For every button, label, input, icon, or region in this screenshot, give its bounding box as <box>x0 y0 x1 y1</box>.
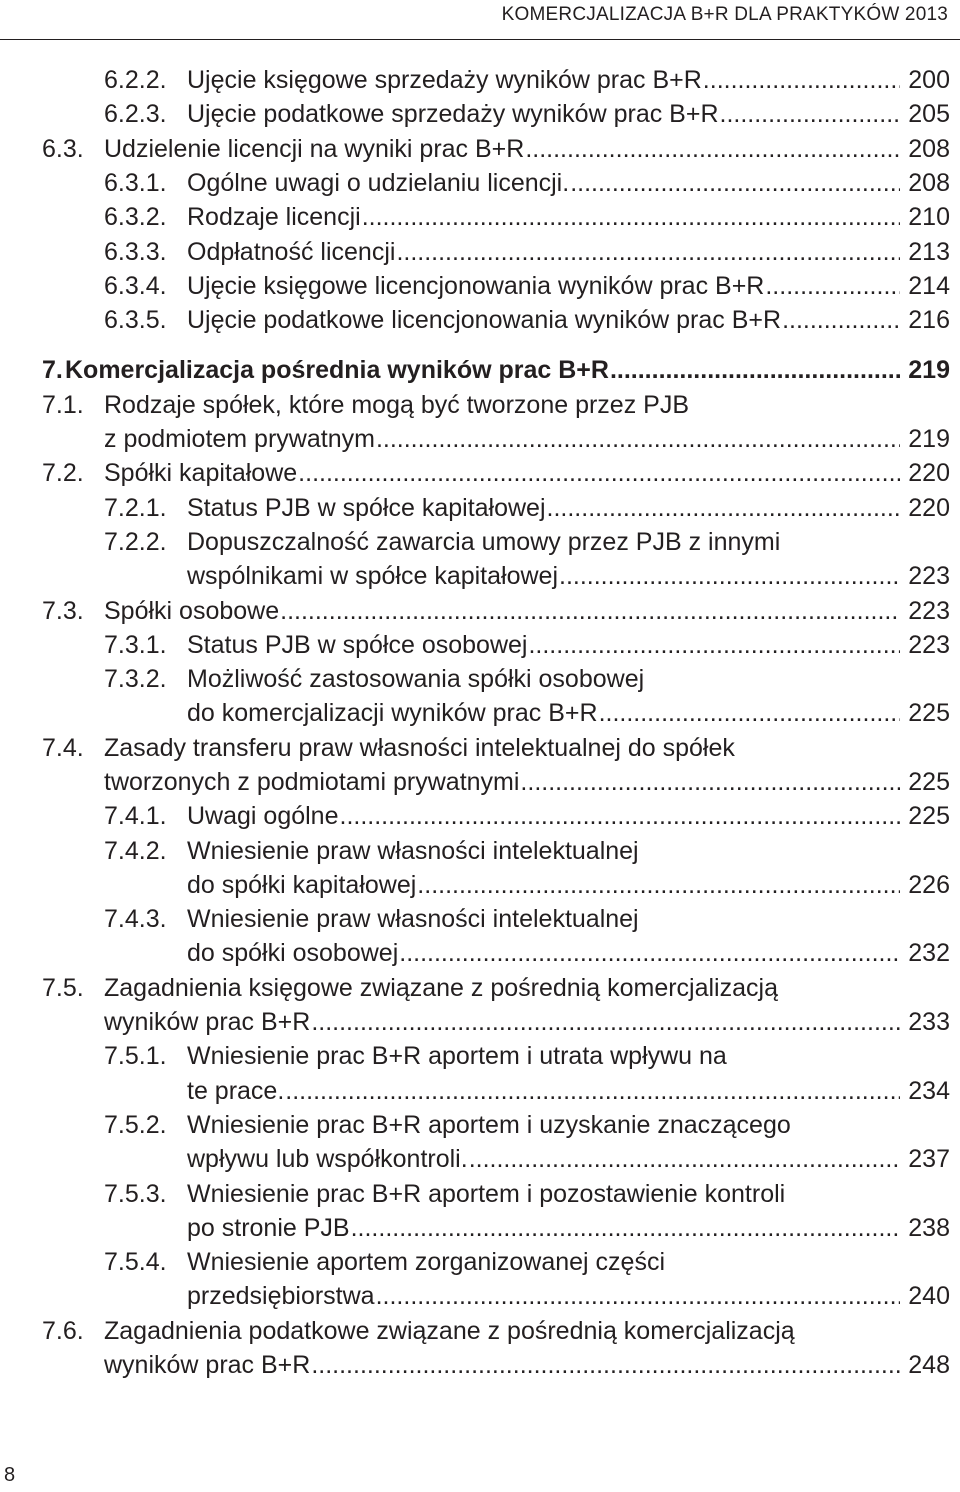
toc-entry-page: 225 <box>908 699 950 727</box>
toc-entry-page: 210 <box>908 203 950 231</box>
toc-entry-title: Ujęcie księgowe licencjonowania wyników prac B+R <box>187 272 765 300</box>
toc-entry-title: Wniesienie aportem zorganizowanej części <box>187 1248 666 1276</box>
toc-entry-title: z podmiotem prywatnym <box>104 425 375 453</box>
toc-entry-page: 226 <box>908 871 950 899</box>
toc-entry-line <box>104 662 950 696</box>
toc-entry-title: Udzielenie licencji na wyniki prac B+R <box>104 135 525 163</box>
toc-leader-dots <box>525 132 900 166</box>
toc-entry-line <box>104 1108 950 1142</box>
toc-entry-title: Możliwość zastosowania spółki osobowej <box>187 665 645 693</box>
toc-entry-page: 248 <box>908 1351 950 1379</box>
toc-entry-title: Ujęcie podatkowe licencjonowania wyników prac B+R <box>187 306 782 334</box>
toc-entry-number: 7.2. <box>42 459 84 487</box>
toc-leader-dots <box>765 269 900 303</box>
toc-entry-page: 216 <box>908 306 950 334</box>
toc-entry-line <box>42 388 950 422</box>
toc-entry-title: Komercjalizacja pośrednia wyników prac B+R <box>65 356 609 384</box>
toc-entry-title: Zagadnienia księgowe związane z pośrednią komercjalizacją <box>104 974 778 1002</box>
toc-entry-title: Zasady transferu praw własności intelektualnej do spółek <box>104 734 735 762</box>
toc-entry-line <box>42 1314 950 1348</box>
toc-entry-title: do spółki kapitałowej <box>187 871 417 899</box>
toc-entry-title: przedsiębiorstwa <box>187 1282 375 1310</box>
toc-entry-line <box>104 1039 950 1073</box>
toc-entry-number: 7.4.1. <box>104 802 167 830</box>
toc-entry-line <box>104 799 950 833</box>
toc-leader-dots <box>599 696 900 730</box>
toc-entry-line <box>187 696 950 730</box>
toc-leader-dots <box>559 559 900 593</box>
toc-entry-title: wpływu lub współkontroli. <box>187 1145 468 1173</box>
toc-entry-title: Rodzaje spółek, które mogą być tworzone przez PJB <box>104 391 689 419</box>
toc-entry-number: 6.3.4. <box>104 272 167 300</box>
toc-entry-page: 208 <box>908 169 950 197</box>
toc-entry-line <box>104 1177 950 1211</box>
toc-entry-line <box>187 868 950 902</box>
toc-entry-number: 7.2.1. <box>104 494 167 522</box>
toc-entry-title: Wniesienie prac B+R aportem i uzyskanie znaczącego <box>187 1111 791 1139</box>
toc-leader-dots <box>610 353 900 387</box>
toc-entry-line <box>42 594 950 628</box>
toc-entry-number: 7.3. <box>42 597 84 625</box>
toc-leader-dots <box>311 1005 900 1039</box>
toc-entry-title: Ujęcie księgowe sprzedaży wyników prac B+R <box>187 66 702 94</box>
toc-entry-page: 200 <box>908 66 950 94</box>
toc-entry-title: po stronie PJB <box>187 1214 350 1242</box>
toc-entry-line <box>187 559 950 593</box>
toc-entry-line <box>104 422 950 456</box>
toc-entry-line <box>104 269 950 303</box>
toc-entry-title: Uwagi ogólne <box>187 802 339 830</box>
toc-leader-dots <box>417 868 900 902</box>
toc-entry-page: 213 <box>908 238 950 266</box>
toc-leader-dots <box>311 1348 900 1382</box>
toc-leader-dots <box>547 491 900 525</box>
toc-entry-title: do spółki osobowej <box>187 939 399 967</box>
toc-entry-line <box>42 456 950 490</box>
toc-leader-dots <box>528 628 900 662</box>
toc-entry-line <box>42 353 950 387</box>
toc-entry-title: te prace. <box>187 1077 285 1105</box>
toc-entry-line <box>104 491 950 525</box>
toc-entry-title: wyników prac B+R <box>104 1008 311 1036</box>
toc-entry-number: 7.4. <box>42 734 84 762</box>
toc-entry-page: 220 <box>908 494 950 522</box>
toc-entry-number: 7.5.4. <box>104 1248 167 1276</box>
toc-entry-line <box>104 235 950 269</box>
toc-entry-number: 7.3.2. <box>104 665 167 693</box>
toc-entry-line <box>42 971 950 1005</box>
toc-entry-page: 223 <box>908 597 950 625</box>
toc-entry-line <box>187 1279 950 1313</box>
toc-entry-number: 6.2.2. <box>104 66 167 94</box>
toc-leader-dots <box>399 936 900 970</box>
toc-entry-number: 7.5.2. <box>104 1111 167 1139</box>
running-header: KOMERCJALIZACJA B+R DLA PRAKTYKÓW 2013 <box>501 4 948 25</box>
toc-entry-number: 7.4.3. <box>104 905 167 933</box>
toc-leader-dots <box>469 1142 900 1176</box>
toc-leader-dots <box>298 456 900 490</box>
toc-entry-line <box>104 834 950 868</box>
toc-entry-number: 6.3.1. <box>104 169 167 197</box>
toc-entry-number: 6.2.3. <box>104 100 167 128</box>
toc-entry-number: 7.6. <box>42 1317 84 1345</box>
toc-leader-dots <box>351 1211 900 1245</box>
toc-leader-dots <box>376 1279 900 1313</box>
toc-entry-page: 223 <box>908 562 950 590</box>
toc-leader-dots <box>782 303 900 337</box>
toc-entry-title: Odpłatność licencji <box>187 238 396 266</box>
toc-entry-title: wspólnikami w spółce kapitałowej <box>187 562 558 590</box>
toc-entry-number: 7.1. <box>42 391 84 419</box>
toc-entry-number: 6.3. <box>42 135 84 163</box>
toc-entry-line <box>104 1245 950 1279</box>
toc-entry-number: 7.2.2. <box>104 528 167 556</box>
toc-entry-title: Zagadnienia podatkowe związane z pośrednią komercjalizacją <box>104 1317 795 1345</box>
toc-entry-line <box>104 303 950 337</box>
toc-leader-dots <box>285 1074 900 1108</box>
toc-entry-number: 7.3.1. <box>104 631 167 659</box>
toc-entry-page: 240 <box>908 1282 950 1310</box>
toc-entry-line <box>104 200 950 234</box>
toc-entry-line <box>187 1142 950 1176</box>
toc-entry-line <box>104 1005 950 1039</box>
toc-entry-title: Wniesienie praw własności intelektualnej <box>187 905 639 933</box>
toc-entry-title: Dopuszczalność zawarcia umowy przez PJB z innymi <box>187 528 781 556</box>
toc-entry-page: 205 <box>908 100 950 128</box>
page-number: 8 <box>4 1464 16 1486</box>
toc-leader-dots <box>376 422 900 456</box>
toc-leader-dots <box>340 799 901 833</box>
toc-entry-line <box>187 1074 950 1108</box>
toc-entry-number: 6.3.5. <box>104 306 167 334</box>
toc-entry-number: 7.4.2. <box>104 837 167 865</box>
toc-entry-page: 219 <box>908 425 950 453</box>
toc-entry-page: 233 <box>908 1008 950 1036</box>
toc-entry-line <box>104 63 950 97</box>
toc-entry-title: Spółki osobowe <box>104 597 280 625</box>
toc-entry-line <box>104 628 950 662</box>
toc-entry-page: 234 <box>908 1077 950 1105</box>
toc-entry-number: 7.5.3. <box>104 1180 167 1208</box>
toc-leader-dots <box>570 166 900 200</box>
toc-entry-number: 7.5.1. <box>104 1042 167 1070</box>
toc-entry-number: 7.5. <box>42 974 84 1002</box>
header-rule <box>0 39 960 40</box>
toc-entry-page: 238 <box>908 1214 950 1242</box>
toc-entry-number: 7. <box>42 356 63 384</box>
toc-entry-page: 225 <box>908 802 950 830</box>
toc-entry-page: 219 <box>908 356 950 384</box>
toc-entry-line <box>104 97 950 131</box>
toc-entry-line <box>104 765 950 799</box>
toc-entry-title: do komercjalizacji wyników prac B+R <box>187 699 598 727</box>
toc-entry-number: 6.3.3. <box>104 238 167 266</box>
toc-entry-page: 237 <box>908 1145 950 1173</box>
toc-entry-title: Wniesienie prac B+R aportem i utrata wpływu na <box>187 1042 727 1070</box>
toc-entry-title: Status PJB w spółce kapitałowej <box>187 494 546 522</box>
toc-entry-line <box>187 936 950 970</box>
toc-entry-title: Wniesienie prac B+R aportem i pozostawienie kontroli <box>187 1180 786 1208</box>
toc-entry-number: 6.3.2. <box>104 203 167 231</box>
toc-entry-line <box>187 1211 950 1245</box>
toc-leader-dots <box>396 235 900 269</box>
toc-entry-page: 220 <box>908 459 950 487</box>
toc-entry-title: Spółki kapitałowe <box>104 459 298 487</box>
toc-leader-dots <box>703 63 900 97</box>
toc-entry-line <box>104 1348 950 1382</box>
toc-entry-title: Ogólne uwagi o udzielaniu licencji. <box>187 169 570 197</box>
toc-entry-title: Wniesienie praw własności intelektualnej <box>187 837 639 865</box>
toc-entry-page: 232 <box>908 939 950 967</box>
toc-entry-title: tworzonych z podmiotami prywatnymi <box>104 768 520 796</box>
toc-entry-title: wyników prac B+R <box>104 1351 311 1379</box>
toc-entry-line <box>104 166 950 200</box>
toc-entry-title: Rodzaje licencji <box>187 203 361 231</box>
toc-entry-line <box>42 731 950 765</box>
toc-leader-dots <box>280 594 900 628</box>
toc-entry-line <box>104 902 950 936</box>
toc-leader-dots <box>362 200 900 234</box>
toc-entry-title: Status PJB w spółce osobowej <box>187 631 528 659</box>
toc-entry-page: 223 <box>908 631 950 659</box>
toc-entry-title: Ujęcie podatkowe sprzedaży wyników prac B+R <box>187 100 719 128</box>
toc-entry-line <box>42 132 950 166</box>
toc-leader-dots <box>720 97 901 131</box>
toc-leader-dots <box>520 765 900 799</box>
toc-entry-page: 214 <box>908 272 950 300</box>
toc-entry-page: 208 <box>908 135 950 163</box>
toc-entry-page: 225 <box>908 768 950 796</box>
toc-entry-line <box>104 525 950 559</box>
